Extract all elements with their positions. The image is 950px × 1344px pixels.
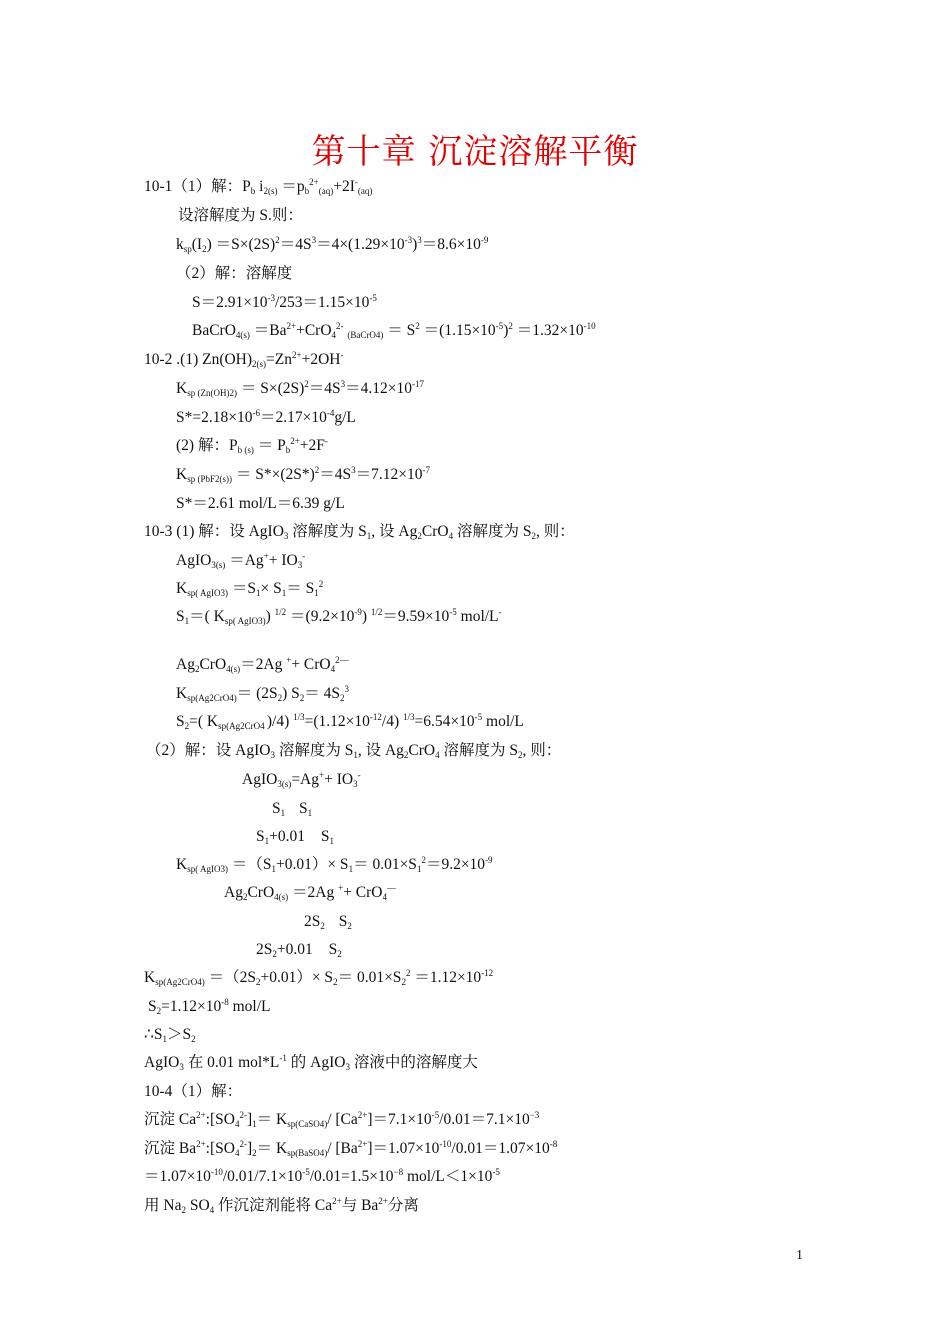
text-line: $Ag_2CrO_{4(s)} =2Ag$ ++ CrO$_4$— bbox=[224, 883, 396, 902]
text-line: $S=2.91\times 10^{-3}/253=1.15\times 10^{-5}$ bbox=[192, 293, 377, 311]
text-line: $\therefore S_1>S_2$ bbox=[144, 1026, 196, 1044]
text-line: $K_{sp (PbF2(s))} = S*\times(2S*)^2=4S^3=7.12\times 10^{-7}$ bbox=[176, 465, 431, 484]
text-line: $k_{sp}(I_2) =S\times(2S)^2=4S^3=4\times(1.29\times 10^{-3})^3=8.6\times 10^{-9}$ bbox=[176, 235, 489, 254]
text-line: 设溶解度为 S.则： bbox=[178, 207, 303, 224]
text-line: $S_2=1.12\times 10^{-8}$ mol/L bbox=[148, 997, 271, 1016]
text-line: 沉淀 $Ba^{2+}:[SO_4^{2-}]_2= K_{sp(BaSO4)}/$ $[Ba^{2+}]=1.07\times 10^{-10}/0.01=1.07\times 10^{-8}$ bbox=[144, 1139, 558, 1158]
text-line: $=1.07\times 10^{-10}/0.01/7.1\times 10^{-5}/0.01=1.5\times 10^{-8}$ mol/$L<1\times 10^{-5}$ bbox=[144, 1167, 500, 1185]
text-line: 10-1（1）解：$P_b$ $i_{2(s)} =p_b^{2+}_{(aq)}+2I^-_{(aq)}$ bbox=[144, 177, 373, 196]
text-line: $2S_2$ $S_2$ bbox=[304, 913, 352, 931]
text-line: $S_2=$( $K_{sp(Ag2CrO4}$ )/4) $^{1/3}=(1.12\times 10^{-12}/4)$ $^{1/3}=6.54\times 10^{-5}$ mol/L bbox=[176, 712, 524, 731]
text-line: $S_1$ $S_1$ bbox=[272, 800, 313, 818]
text-line: （2）解：溶解度 bbox=[176, 265, 293, 282]
chapter-title: 第十章 沉淀溶解平衡 bbox=[311, 132, 639, 172]
text-line: $S_1=$( $K_{sp( AgIO3)}$) $^{1/2} =(9.2\times 10^{-9})$ $^{1/2}=9.59\times 10^{-5}$ mol/L- bbox=[176, 607, 502, 626]
text-line: $K_{sp (Zn(OH)2)} = S\times(2S)^2=4S^3=4.12\times 10^{-17}$ bbox=[176, 379, 425, 398]
text-line: 10-3 (1) 解：设 AgIO$_3$ 溶解度为 $S_1$, 设 $Ag_2CrO_4$ 溶解度为 $S_2$, 则： bbox=[144, 523, 575, 541]
text-line: BaCrO$_{4(s)}$ $=Ba^{2+}+CrO_4^{2-}$ $_{(BaCrO4)} = S^2 =(1.15\times 10^{-5})^2 =1.32\times 10^{-10}$ bbox=[192, 321, 596, 340]
text-line: （2）解：设 AgIO$_3$ 溶解度为 $S_1$, 设 $Ag_2CrO_4$ 溶解度为 $S_2$, 则： bbox=[146, 742, 562, 760]
text-line: S*＝2.61 mol/L＝6.39 g/L bbox=[176, 495, 345, 512]
text-line: 沉淀 $Ca^{2+}:[SO_4^{2-}]_1= K_{sp(CaSO4)}/$ $[Ca^{2+}]=7.1\times 10^{-5}/0.01=7.1\times 10^{-3}$ bbox=[144, 1110, 540, 1129]
text-line: AgIO$_{3(s)}$=Ag++ $IO_3^-$ bbox=[242, 770, 361, 789]
text-line: $S_1+0.01$ $S_1$ bbox=[256, 828, 334, 846]
text-line: 10-4（1）解： bbox=[144, 1083, 243, 1100]
text-line: $K_{sp( AgIO3)} =S_1\times S_1= S_1^2$ bbox=[176, 579, 324, 598]
text-line: $K_{sp( AgIO3)} =(S_1+0.01)\times S_1= 0.01\times S_1^2=9.2\times 10^{-9}$ bbox=[176, 855, 493, 874]
page-number: 1 bbox=[796, 1248, 803, 1263]
text-line: $2S_2+0.01$ $S_2$ bbox=[256, 941, 342, 959]
text-line: (2) 解：$P_{b (s)} = P_b^{2+}+2F^-$ bbox=[176, 436, 328, 455]
text-line: AgIO$_3$ 在 0.01 $mol*L^{-1}$ 的 AgIO$_3$ 溶液中的溶解度大 bbox=[144, 1053, 478, 1072]
text-line: $Ag_2CrO_{4(s)}=2Ag$ ++ CrO$_4^{2—}$ bbox=[176, 655, 349, 674]
text-line: $S*=2.18\times 10^{-6}=2.17\times 10^{-4}g/L$ bbox=[176, 408, 356, 426]
text-line: $K_{sp(Ag2CrO4)} =(2S_2+0.01)\times S_2= 0.01\times S_2^2 =1.12\times 10^{-12}$ bbox=[144, 968, 494, 987]
text-line: $K_{sp(Ag2CrO4)}= (2S_2)$ $S_2= 4S_2^3$ bbox=[176, 684, 350, 703]
text-line: 10-2 .(1) $Zn(OH)_{2(s)}=Zn^{2+}+2OH^-$ bbox=[144, 350, 344, 369]
text-line: AgIO$_{3(s)}$ $=Ag^++ IO_3^-$ bbox=[176, 551, 306, 570]
text-line: 用 $Na_2$ $SO_4$ 作沉淀剂能将 $Ca^{2+}$与 $Ba^{2+}$分离 bbox=[144, 1196, 419, 1215]
